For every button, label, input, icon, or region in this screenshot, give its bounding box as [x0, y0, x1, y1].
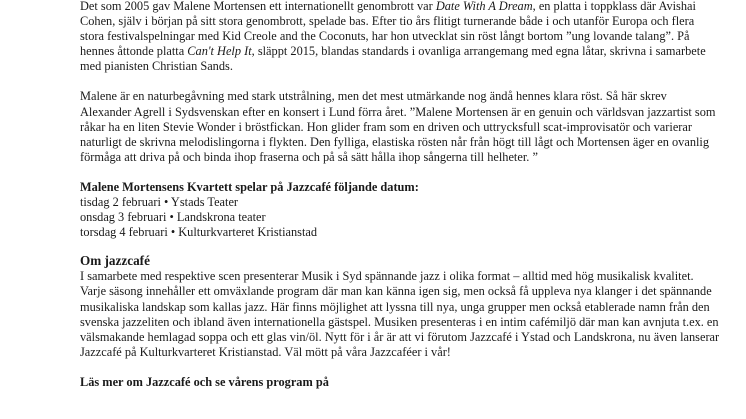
dates-heading: Malene Mortensens Kvartett spelar på Jazzcafé följande datum: [80, 179, 419, 194]
intro-text-1: Det som 2005 gav Malene Mortensen ett internationellt genombrott var [80, 0, 436, 13]
album-title-date-with-a-dream: Date With A Dream [435, 0, 533, 13]
date-line-2: onsdag 3 februari • Landskrona teater [80, 210, 266, 225]
intro-text-2: , en platta i toppklass där Avishai Cohen, själv i början på sitt stora genombrott, spelade bas. Efter tio års flitigt turnerande både i och utanför Europa och flera stora festivalspelningar med Kid Creole and the Coconuts, har hon utvecklat sin röst långt bortom ”ung lovande talang”. På hennes åttonde platta [80, 0, 696, 59]
date-line-3: torsdag 4 februari • Kulturkvarteret Kristianstad [80, 225, 318, 240]
review-paragraph: Malene är en naturbegåvning med stark utstrålning, men det mest utmärkande nog ändå hennes klara röst. Så här skrev Alexander Agrell i Sydsvenskan efter en konsert i Lund förra året. ”Malene Mortensen är en genuin och världsvan jazzartist som råkar ha en liten Stevie Wonder i bröstfickan. Hon glider fram som en driven och uttrycksfull scat-improvisatör och varierar naturligt de skrivna melodislingorna i flykten. Den fylliga, elastiska rösten når från högt till lågt och Mortensen äger en ovanlig förmåga att driva på och binda ihop fraserna och på så sätt hålla ihop sångerna till helheter. ” [80, 89, 716, 164]
read-more-line: Läs mer om Jazzcafé och se vårens program på [80, 374, 329, 389]
album-title-cant-help-it: Can't Help It [187, 44, 252, 59]
intro-paragraph [80, 0, 720, 74]
date-line-1: tisdag 2 februari • Ystads Teater [80, 195, 239, 210]
about-heading: Om jazzcafé [80, 253, 150, 269]
about-paragraph: I samarbete med respektive scen presenterar Musik i Syd spännande jazz i olika format – alltid med hög musikalisk kvalitet. Varje säsong innehåller ett omväxlande program där man kan känna igen sig, men också få uppleva nya klanger i det spännande musikaliska landskap som kallas jazz. Här finns möjlighet att lyssna till nya, unga grupper men också etablerade namn från den svenska jazzeliten och ibland även internationella gästspel. Musiken presenteras i en intim cafémiljö där man kan avnjuta t.ex. en välsmakande hemlagad soppa och ett glas vin/öl. Nytt för i år är att vi förutom Jazzcafé i Ystad och Landskrona, nu även lanserar Jazzcafé på Kulturkvarteret Kristianstad. Väl mött på våra Jazzcaféer i vår! [80, 269, 720, 359]
intro-text-3: , släppt 2015, blandas standards i ovanliga arrangemang med egna låtar, skrivna i samarbete med pianisten Christian Sands. [80, 44, 706, 74]
document-page [80, 0, 720, 390]
